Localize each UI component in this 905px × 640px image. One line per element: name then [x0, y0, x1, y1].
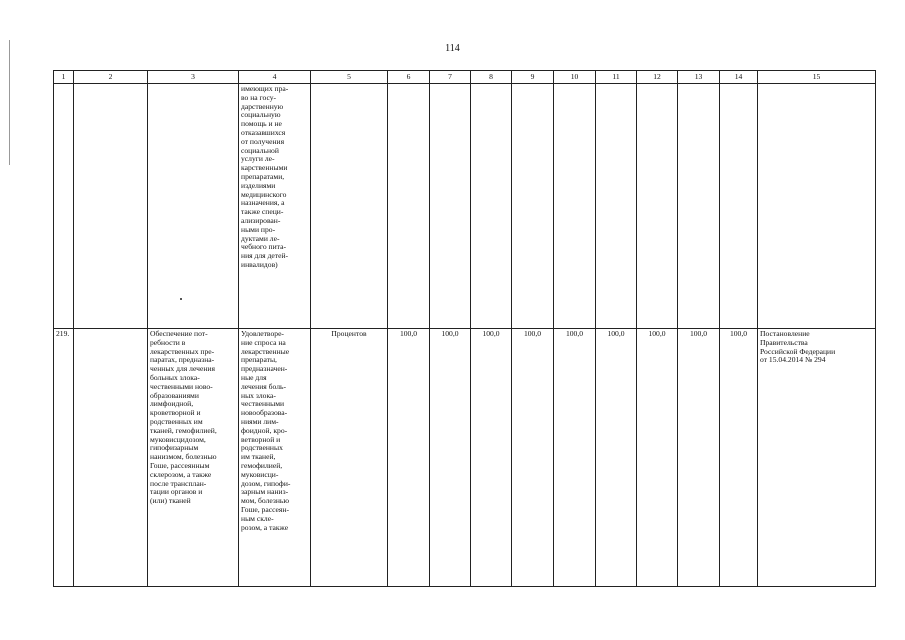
column-header: 1 — [54, 71, 74, 84]
text-line: Обеспечение пот- — [150, 329, 208, 338]
column-header: 8 — [471, 71, 512, 84]
text-line: Гоше, рассеян- — [241, 504, 289, 514]
table-row-continuation — [54, 84, 876, 329]
cell-unit: Процентов — [311, 329, 388, 587]
text-line: дозом, гипофи- — [241, 478, 291, 488]
text-line: социальной — [241, 145, 279, 155]
cell-num — [54, 84, 74, 329]
column-header: 14 — [720, 71, 758, 84]
text-line: новообразова- — [241, 408, 288, 418]
cell-col4-text — [239, 84, 311, 329]
text-line: фоидной, кро- — [241, 425, 288, 435]
text-line: гипофизарным — [150, 443, 199, 453]
column-header: 9 — [512, 71, 554, 84]
cell-col8 — [471, 84, 512, 329]
text-line: изделиями — [241, 180, 276, 190]
text-line: паратах, предназна- — [150, 355, 215, 365]
text-line: ными про- — [241, 224, 276, 234]
text-line: после трансплан- — [150, 478, 207, 488]
cell-col2 — [74, 329, 148, 587]
text-line: ченных для лечения — [150, 364, 215, 374]
text-line: социальную — [241, 110, 281, 120]
cell-value: 100,0 — [637, 329, 678, 587]
text-line: склерозом, а также — [150, 469, 212, 479]
margin-line — [9, 40, 10, 165]
table-row-219 — [54, 329, 876, 587]
cell-indicator-name — [148, 329, 239, 587]
text-line: также специ- — [241, 207, 284, 217]
text-line: лекарственные — [241, 346, 290, 356]
text-line: им тканей, — [241, 452, 276, 462]
column-header: 3 — [148, 71, 239, 84]
text-line: инвалидов) — [241, 259, 278, 269]
column-header: 6 — [388, 71, 430, 84]
text-line: карственными — [241, 163, 288, 173]
text-line: нанизмом, болезнью — [150, 452, 217, 462]
column-header: 2 — [74, 71, 148, 84]
text-line: ные для — [241, 372, 267, 382]
cell-col13 — [678, 84, 720, 329]
text-line: дарственную — [241, 101, 284, 111]
text-line: препараты, — [241, 355, 277, 365]
text-line: предназначен- — [241, 364, 288, 374]
column-header: 11 — [596, 71, 637, 84]
text-line: (или) тканей — [150, 496, 191, 506]
text-line: ным скле- — [241, 513, 274, 523]
text-line: от получения — [241, 136, 285, 146]
text-line: Удовлетворе- — [241, 329, 284, 338]
text-line: родственных — [241, 443, 283, 453]
text-line: медицинского — [241, 189, 287, 199]
text-line: во на госу- — [241, 92, 277, 102]
text-line: чебного пита- — [241, 242, 286, 252]
text-line: образованиями — [150, 390, 199, 400]
cell-value: 100,0 — [430, 329, 471, 587]
cell-col14 — [720, 84, 758, 329]
cell-col2 — [74, 84, 148, 329]
text-line: от 15.04.2014 № 294 — [760, 355, 826, 365]
column-header: 12 — [637, 71, 678, 84]
text-line: ветворной и — [241, 434, 281, 444]
text-line: чественными ново- — [150, 381, 213, 391]
column-header: 15 — [758, 71, 876, 84]
column-header: 10 — [554, 71, 596, 84]
text-line: муковисци- — [241, 469, 279, 479]
cell-value: 100,0 — [720, 329, 758, 587]
cell-value: 100,0 — [596, 329, 637, 587]
text-line: ных злока- — [241, 390, 276, 400]
text-line: чественными — [241, 399, 285, 409]
text-line: зарным наниз- — [241, 487, 289, 497]
text-line: услуги ле- — [241, 154, 275, 164]
cell-legal-basis — [758, 329, 876, 587]
cell-value: 100,0 — [471, 329, 512, 587]
text-line: Постановление — [760, 329, 810, 338]
row-number: 219. — [54, 329, 74, 587]
text-line: назначения, а — [241, 198, 285, 208]
cell-value: 100,0 — [554, 329, 596, 587]
text-line: лечения боль- — [241, 381, 287, 391]
cell-value: 100,0 — [678, 329, 720, 587]
text-line: помощь и не — [241, 119, 282, 129]
cell-indicator-description — [239, 329, 311, 587]
cell-col11 — [596, 84, 637, 329]
text-line: Гоше, рассеянным — [150, 460, 210, 470]
text-line: гемофилией, — [241, 460, 283, 470]
cell-col7 — [430, 84, 471, 329]
cell-col15 — [758, 84, 876, 329]
cell-value: 100,0 — [512, 329, 554, 587]
text-line: тканей, гемофилией, — [150, 425, 217, 435]
column-header: 7 — [430, 71, 471, 84]
text-line: тации органов и — [150, 487, 203, 497]
column-header: 13 — [678, 71, 720, 84]
text-line: Правительства — [760, 337, 808, 347]
column-header: 4 — [239, 71, 311, 84]
text-line: ализирован- — [241, 215, 281, 225]
cell-value: 100,0 — [388, 329, 430, 587]
data-table — [53, 70, 876, 587]
column-header: 5 — [311, 71, 388, 84]
text-line: отказавшихся — [241, 127, 286, 137]
cell-col6 — [388, 84, 430, 329]
text-line: препаратами, — [241, 171, 285, 181]
text-line: родственных им — [150, 416, 203, 426]
text-line: кроветворной и — [150, 408, 201, 418]
text-line: мом, болезнью — [241, 496, 290, 506]
text-line: Российской Федерации — [760, 346, 836, 356]
text-line: больных злока- — [150, 372, 200, 382]
page-number: 114 — [445, 43, 460, 54]
text-line: розом, а также — [241, 522, 289, 532]
text-line: ния для детей- — [241, 251, 289, 261]
cell-col12 — [637, 84, 678, 329]
text-line: ребности в — [150, 337, 186, 347]
text-line: ниями лим- — [241, 416, 279, 426]
text-line: дуктами ле- — [241, 233, 280, 243]
cell-col5 — [311, 84, 388, 329]
text-line: муковисцидозом, — [150, 434, 206, 444]
header-row — [54, 71, 876, 84]
cell-col3 — [148, 84, 239, 329]
text-line: ние спроса на — [241, 337, 286, 347]
text-line: лекарственных пре- — [150, 346, 215, 356]
text-line: имеющих пра- — [241, 84, 289, 93]
cell-col9 — [512, 84, 554, 329]
text-line: лимфоидной, — [150, 399, 194, 409]
cell-col10 — [554, 84, 596, 329]
